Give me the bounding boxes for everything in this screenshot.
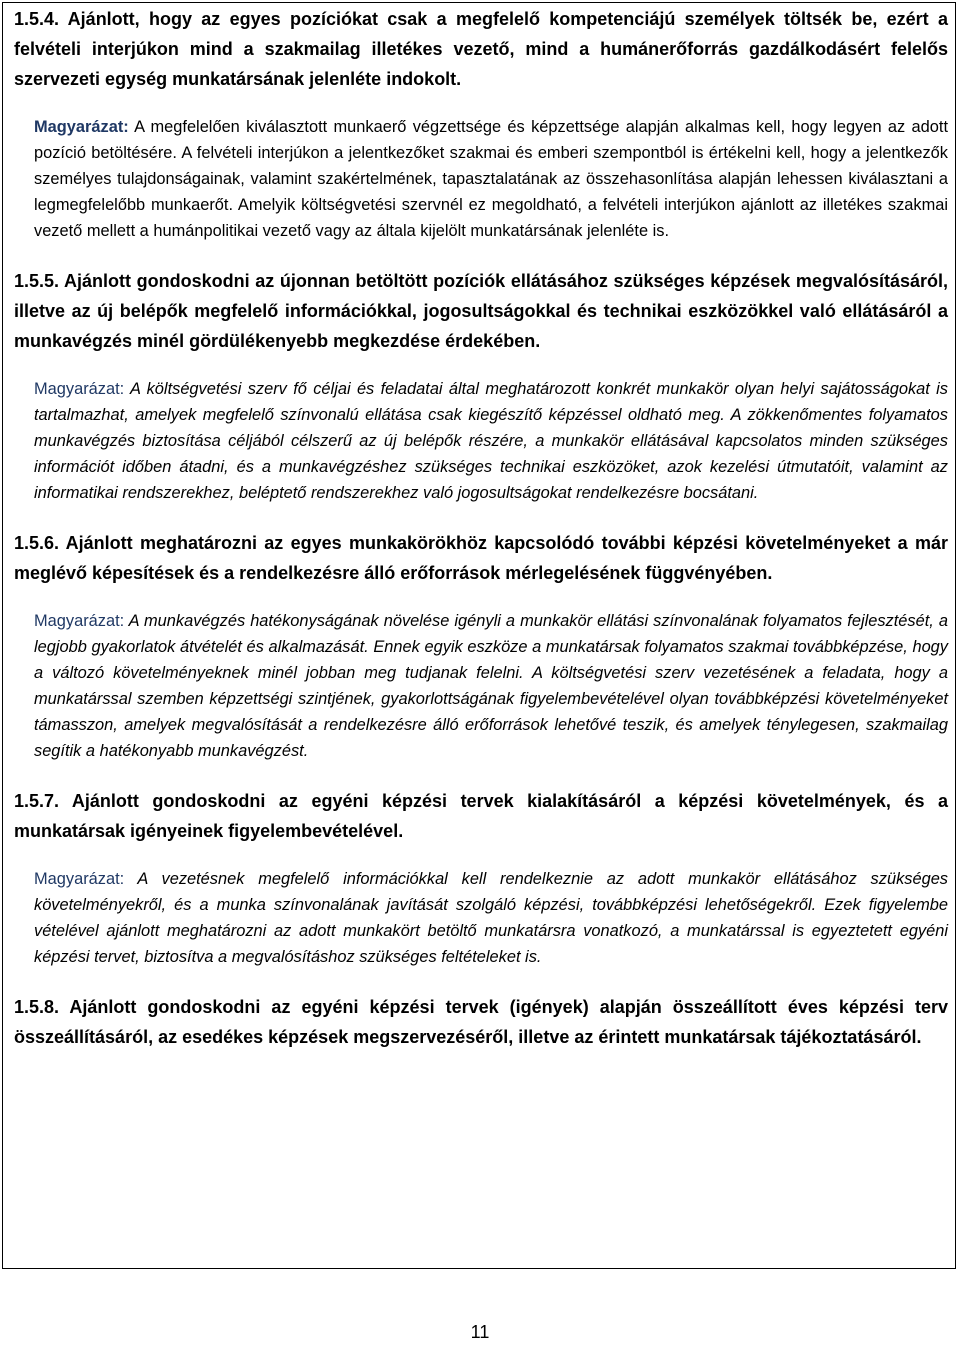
explanation-text: A vezetésnek megfelelő információkkal kell rendelkeznie az adott munkakör ellátásához szükséges követelményekről, és a munka színvonalának javítását szolgáló képzési, továbbképzési lehetőségekről. Ezek figyelembe vételével ajánlott meghatározni az adott munkakört betöltő munkatársra vonatkozó, a munkatárssal is egyeztetett egyéni képzési tervet, biztosítva a megvalósításhoz szükséges feltételeket is. [34,870,948,966]
document-body [14,4,948,1052]
page-number: 11 [470,1322,490,1342]
explanation-1-5-7 [34,866,948,970]
explanation-label: Magyarázat: [34,612,125,630]
explanation-label: Magyarázat: [34,870,125,888]
explanation-text: A munkavégzés hatékonyságának növelése igényli a munkakör ellátási színvonalának folyamatos fejlesztését, a legjobb gyakorlatok átvételét és alkalmazását. Ennek egyik eszköze a munkatársak folyamatos szakmai továbbképzése, hogy a változó követelményeknek minél jobban meg tudjanak felelni. A költségvetési szerv vezetésének a feladata, hogy a munkatárssal szemben képzettségi szintjének, gyakorlottságának figyelembevételével olyan továbbképzési követelményeket támasszon, amelyek megvalósítását a rendelkezésre álló erőforrások lehetővé teszik, és amelyek ténylegesen, szakmailag segítik a hatékonyabb munkavégzést. [34,612,948,760]
explanation-label: Magyarázat: [34,118,129,136]
section-heading-1-5-6: 1.5.6. Ajánlott meghatározni az egyes munkakörökhöz kapcsolódó további képzési követelményeket a már meglévő képesítések és a rendelkezésre álló erőforrások mérlegelésének függvényében. [14,533,948,583]
section-heading-1-5-5: 1.5.5. Ajánlott gondoskodni az újonnan betöltött pozíciók ellátásához szükséges képzések megvalósításáról, illetve az új belépők megfelelő információkkal, jogosultságokkal és technikai eszközökkel való ellátásáról a munkavégzés minél gördülékenyebb megkezdése érdekében. [14,271,948,351]
explanation-1-5-6 [34,608,948,764]
section-heading-1-5-4: 1.5.4. Ajánlott, hogy az egyes pozíciókat csak a megfelelő kompetenciájú személyek töltsék be, ezért a felvételi interjúkon mind a szakmailag illetékes vezető, mind a humánerőforrás gazdálkodásért felelős szervezeti egység munkatársának jelenléte indokolt. [14,9,948,89]
section-heading-1-5-8: 1.5.8. Ajánlott gondoskodni az egyéni képzési tervek (igények) alapján összeállított éves képzési terv összeállításáról, az esedékes képzések megszervezéséről, illetve az érintett munkatársak tájékoztatásáról. [14,997,948,1047]
explanation-1-5-4 [34,114,948,244]
explanation-text: A költségvetési szerv fő céljai és feladatai által meghatározott konkrét munkakör olyan helyi sajátosságokat is tartalmazhat, amelyek megfelelő színvonalú ellátása csak kiegészítő képzéssel oldható meg. A zökkenőmentes folyamatos munkavégzés biztosítása céljából célszerű az új belépők részére, a munkakör ellátásával kapcsolatos minden szükséges információt időben átadni, és a munkavégzéshez szükséges technikai eszközöket, azok kezelési útmutatóit, valamint az informatikai rendszerekhez, beléptető rendszerekhez való jogosultságokat rendelkezésre bocsátani. [34,380,948,502]
section-heading-1-5-7: 1.5.7. Ajánlott gondoskodni az egyéni képzési tervek kialakításáról a képzési követelmények, és a munkatársak igényeinek figyelembevételével. [14,791,948,841]
explanation-1-5-5 [34,376,948,506]
explanation-label: Magyarázat: [34,380,125,398]
explanation-text: A megfelelően kiválasztott munkaerő végzettsége és képzettsége alapján alkalmas kell, hogy legyen az adott pozíció betöltésére. A felvételi interjúkon a jelentkezőket szakmai és emberi szempontból is értékelni kell, hogy a jelentkezők személyes tulajdonságainak, valamint szakértelmének, tapasztalatának az összehasonlítása alapján lehessen kiválasztani a legmegfelelőbb munkaerőt. Amelyik költségvetési szervnél ez megoldható, a felvételi interjúkon ajánlott az illetékes szakmai vezető mellett a humánpolitikai vezető vagy az általa kijelölt munkatársának jelenléte is. [34,118,948,240]
